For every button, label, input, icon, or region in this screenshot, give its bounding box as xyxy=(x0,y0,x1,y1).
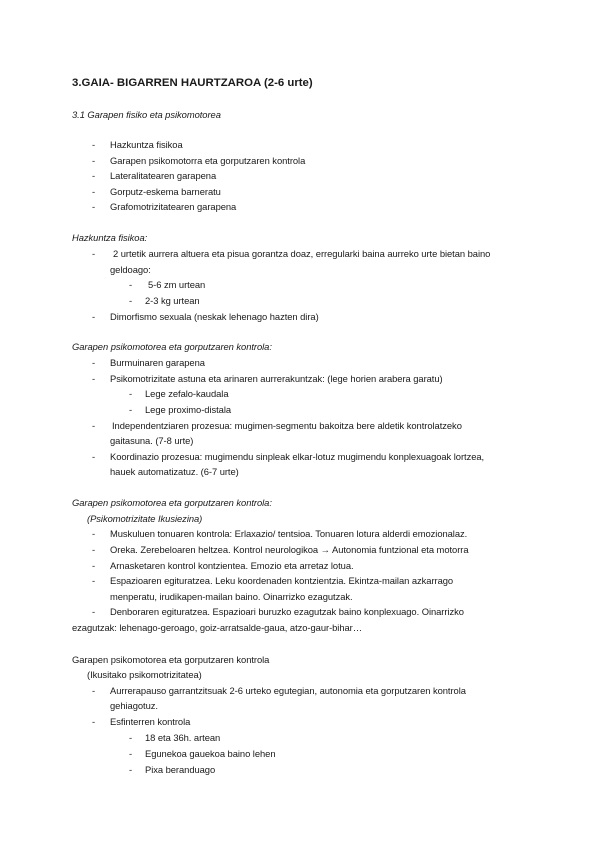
list-item: Denboraren egituratzea. Espazioari buruzko ezagutzak baino konplexuago. Oinarrizko xyxy=(110,606,464,617)
list-item: Espazioaren egituratzea. Leku koordenaden kontzientzia. Ekintza-mailan azkarrago xyxy=(110,575,454,586)
bullet-dash: - xyxy=(129,404,133,415)
bullet-dash: - xyxy=(92,575,96,586)
bullet-dash: - xyxy=(129,279,133,290)
sub-list-item: Pixa beranduago xyxy=(145,764,216,775)
list-item-continuation: menperatu, irudikapen-mailan baino. Oinarrizko ezagutzak. xyxy=(110,591,353,602)
bullet-dash: - xyxy=(92,357,96,368)
list-item: Lateralitatearen garapena xyxy=(110,170,217,181)
section-heading: Garapen psikomotorea eta gorputzaren kontrola: xyxy=(72,341,272,352)
list-item-continuation: gehiagotuz. xyxy=(110,700,158,711)
list-item-continuation: hauek automatizatuz. (6-7 urte) xyxy=(110,466,239,477)
list-item: Grafomotrizitatearen garapena xyxy=(110,201,237,212)
bullet-dash: - xyxy=(92,420,96,431)
list-item: 2 urtetik aurrera altuera eta pisua gorantza doaz, erregularki baina aurreko urte bietan baino xyxy=(113,248,491,259)
bullet-dash: - xyxy=(92,544,96,555)
sub-list-item: 5-6 zm urtean xyxy=(148,279,206,290)
list-item: Esfinterren kontrola xyxy=(110,716,191,727)
section-subheading: (Ikusitako psikomotrizitatea) xyxy=(87,669,202,680)
bullet-dash: - xyxy=(129,295,133,306)
sub-list-item: 2-3 kg urtean xyxy=(145,295,200,306)
list-item: Arnasketaren kontrol kontzientea. Emozio eta arretaz lotua. xyxy=(110,560,354,571)
bullet-dash: - xyxy=(129,732,133,743)
bullet-dash: - xyxy=(129,388,133,399)
bullet-dash: - xyxy=(92,201,96,212)
list-item: Burmuinaren garapena xyxy=(110,357,205,368)
list-item: Muskuluen tonuaren kontrola: Erlaxazio/ tentsioa. Tonuaren lotura alderdi emozionalaz. xyxy=(110,528,468,539)
list-item: Oreka. Zerebeloaren heltzea. Kontrol neurologikoa → Autonomia funtzional eta motorra xyxy=(110,544,469,555)
bullet-dash: - xyxy=(92,716,96,727)
page-title: 3.GAIA- BIGARREN HAURTZAROA (2-6 urte) xyxy=(72,77,313,89)
section-heading: Hazkuntza fisikoa: xyxy=(72,232,148,243)
bullet-dash: - xyxy=(92,248,96,259)
list-item-continuation: geldoago: xyxy=(110,264,151,275)
bullet-dash: - xyxy=(92,170,96,181)
list-item: Hazkuntza fisikoa xyxy=(110,139,183,150)
bullet-dash: - xyxy=(92,685,96,696)
bullet-dash: - xyxy=(92,311,96,322)
list-item-continuation: gaitasuna. (7-8 urte) xyxy=(110,435,194,446)
section-subheading: (Psikomotrizitate Ikusiezina) xyxy=(87,513,203,524)
section-subtitle: 3.1 Garapen fisiko eta psikomotorea xyxy=(72,109,221,120)
section-heading: Garapen psikomotorea eta gorputzaren kontrola: xyxy=(72,497,272,508)
list-item: Psikomotrizitate astuna eta arinaren aurrerakuntzak: (lege horien arabera garatu) xyxy=(110,373,443,384)
bullet-dash: - xyxy=(129,764,133,775)
bullet-dash: - xyxy=(92,606,96,617)
list-item: Gorputz-eskema barneratu xyxy=(110,186,221,197)
list-item: Dimorfismo sexuala (neskak lehenago hazten dira) xyxy=(110,311,319,322)
list-item: Independentziaren prozesua: mugimen-segmentu bakoitza bere aldetik kontrolatzeko xyxy=(112,420,462,431)
list-item: Aurrerapauso garrantzitsuak 2-6 urteko egutegian, autonomia eta gorputzaren kontrola xyxy=(110,685,466,696)
sub-list-item: Egunekoa gauekoa baino lehen xyxy=(145,748,276,759)
list-item: Garapen psikomotorra eta gorputzaren kontrola xyxy=(110,155,306,166)
bullet-dash: - xyxy=(92,186,96,197)
sub-list-item: Lege zefalo-kaudala xyxy=(145,388,229,399)
sub-list-item: Lege proximo-distala xyxy=(145,404,232,415)
bullet-dash: - xyxy=(92,373,96,384)
bullet-dash: - xyxy=(129,748,133,759)
list-item: Koordinazio prozesua: mugimendu sinpleak elkar-lotuz mugimendu konplexuagoak lortzea, xyxy=(110,451,485,462)
sub-list-item: 18 eta 36h. artean xyxy=(145,732,221,743)
section-heading: Garapen psikomotorea eta gorputzaren kontrola xyxy=(72,654,270,665)
list-item-continuation: ezagutzak: lehenago-geroago, goiz-arratsalde-gaua, atzo-gaur-bihar… xyxy=(72,622,363,633)
bullet-dash: - xyxy=(92,451,96,462)
bullet-dash: - xyxy=(92,528,96,539)
bullet-dash: - xyxy=(92,560,96,571)
bullet-dash: - xyxy=(92,139,96,150)
bullet-dash: - xyxy=(92,155,96,166)
